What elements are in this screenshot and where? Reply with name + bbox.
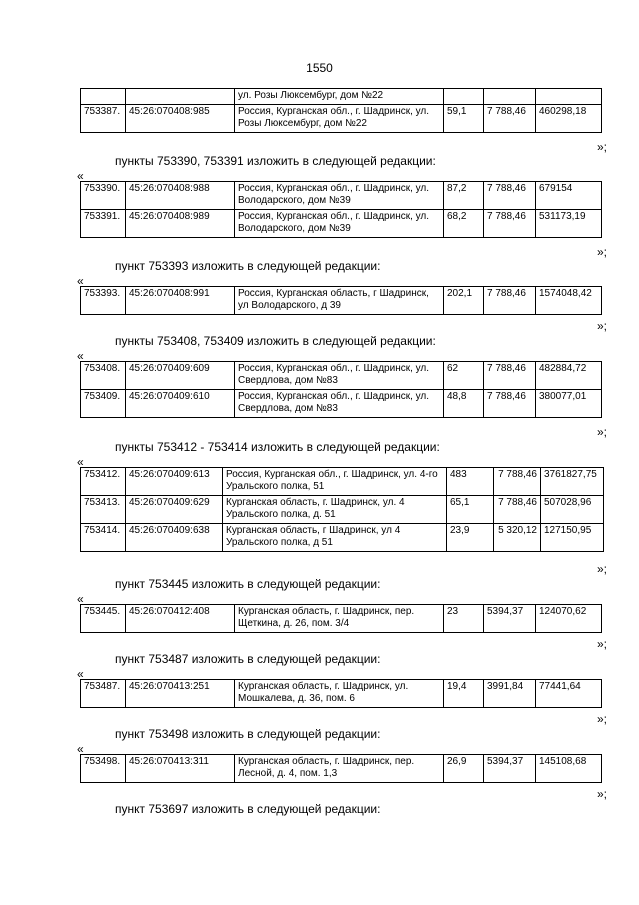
table-cell: Россия, Курганская обл., г. Шадринск, ул. Володарского, дом №39 [235, 182, 444, 210]
opening-quote: « [77, 667, 84, 681]
table-row [81, 755, 602, 783]
table-cell: 5 320,12 [494, 524, 541, 552]
amendment-heading: пункты 753390, 753391 изложить в следующей редакции: [115, 154, 436, 168]
table-cell: 753391. [81, 210, 126, 238]
table-cell: 753412. [81, 468, 126, 496]
table-cell: 7 788,46 [484, 105, 536, 133]
closing-quote: »; [597, 712, 608, 726]
table-cell [126, 89, 235, 105]
opening-quote: « [77, 592, 84, 606]
table-cell: 7 788,46 [484, 210, 536, 238]
table-cell: 23 [444, 605, 484, 633]
table-cell: 45:26:070409:629 [126, 496, 223, 524]
amendment-heading: пункт 753697 изложить в следующей редакции: [115, 802, 381, 816]
table-cell: 482884,72 [536, 362, 602, 390]
table-cell [81, 89, 126, 105]
table-cell: 753409. [81, 390, 126, 418]
table-cell: 3991,84 [484, 680, 536, 708]
table-cell: 380077,01 [536, 390, 602, 418]
table-cell [444, 89, 484, 105]
table-cell: 753408. [81, 362, 126, 390]
table-cell: 7 788,46 [484, 390, 536, 418]
table-cell: Россия, Курганская обл., г. Шадринск, ул. 4-го Уральского полка, 51 [223, 468, 447, 496]
page-number: 1550 [306, 61, 333, 75]
table-row [81, 182, 602, 210]
table-cell: 483 [447, 468, 494, 496]
closing-quote: »; [597, 245, 608, 259]
table-cell: 7 788,46 [484, 182, 536, 210]
table-cell: Курганская область, г. Шадринск, ул. 4 Уральского полка, д. 51 [223, 496, 447, 524]
table-cell [484, 89, 536, 105]
table-cell: Россия, Курганская обл., г. Шадринск, ул. Свердлова, дом №83 [235, 390, 444, 418]
table-cell: 753413. [81, 496, 126, 524]
table-cell: 59,1 [444, 105, 484, 133]
opening-quote: « [77, 742, 84, 756]
closing-quote: »; [597, 637, 608, 651]
table-cell: 531173,19 [536, 210, 602, 238]
table-cell: 45:26:070409:638 [126, 524, 223, 552]
table-cell: 460298,18 [536, 105, 602, 133]
closing-quote: »; [597, 787, 608, 801]
table-cell: 145108,68 [536, 755, 602, 783]
table-row [81, 468, 604, 496]
table-cell: 45:26:070413:311 [126, 755, 235, 783]
closing-quote: »; [597, 562, 608, 576]
table-cell: 45:26:070412:408 [126, 605, 235, 633]
table-cell: 753487. [81, 680, 126, 708]
table-cell: 26,9 [444, 755, 484, 783]
data-table [80, 679, 602, 708]
opening-quote: « [77, 274, 84, 288]
table-cell: 7 788,46 [494, 496, 541, 524]
table-row [81, 496, 604, 524]
table-cell: 753414. [81, 524, 126, 552]
data-table [80, 604, 602, 633]
table-cell: 77441,64 [536, 680, 602, 708]
table-cell: Россия, Курганская обл., г. Шадринск, ул. Свердлова, дом №83 [235, 362, 444, 390]
table-cell: 45:26:070408:985 [126, 105, 235, 133]
table-cell: 753390. [81, 182, 126, 210]
table-row [81, 605, 602, 633]
table-cell: 753445. [81, 605, 126, 633]
amendment-heading: пункты 753408, 753409 изложить в следующей редакции: [115, 334, 436, 348]
table-cell: 45:26:070413:251 [126, 680, 235, 708]
table-cell: 7 788,46 [484, 362, 536, 390]
table-cell: Курганская область, г. Шадринск, пер. Лесной, д. 4, пом. 1,3 [235, 755, 444, 783]
data-table [80, 754, 602, 783]
data-table [80, 467, 604, 552]
table-cell: 23,9 [447, 524, 494, 552]
table-cell: 45:26:070409:613 [126, 468, 223, 496]
data-table [80, 181, 602, 238]
table-cell: 5394,37 [484, 605, 536, 633]
closing-quote: »; [597, 425, 608, 439]
table-cell: 124070,62 [536, 605, 602, 633]
table-cell: 1574048,42 [536, 287, 602, 315]
table-row [81, 89, 602, 105]
table-row [81, 210, 602, 238]
table-row [81, 390, 602, 418]
table-cell: 753393. [81, 287, 126, 315]
table-cell: Россия, Курганская область, г Шадринск, ул Володарского, д 39 [235, 287, 444, 315]
table-cell: 68,2 [444, 210, 484, 238]
table-row [81, 680, 602, 708]
table-cell: 45:26:070408:988 [126, 182, 235, 210]
amendment-heading: пункты 753412 - 753414 изложить в следующей редакции: [115, 440, 440, 454]
amendment-heading: пункт 753445 изложить в следующей редакции: [115, 577, 381, 591]
table-cell: 48,8 [444, 390, 484, 418]
opening-quote: « [77, 455, 84, 469]
table-row [81, 362, 602, 390]
table-cell [536, 89, 602, 105]
table-cell: 7 788,46 [484, 287, 536, 315]
table-cell: 45:26:070409:609 [126, 362, 235, 390]
table-cell: 753498. [81, 755, 126, 783]
table-cell: 19,4 [444, 680, 484, 708]
table-cell: 62 [444, 362, 484, 390]
table-cell: 753387. [81, 105, 126, 133]
table-cell: 3761827,75 [541, 468, 604, 496]
closing-quote: »; [597, 140, 608, 154]
table-cell: Россия, Курганская обл., г. Шадринск, ул. Розы Люксембург, дом №22 [235, 105, 444, 133]
table-cell: 45:26:070408:991 [126, 287, 235, 315]
table-row [81, 524, 604, 552]
data-table-continued [80, 88, 602, 133]
table-row [81, 287, 602, 315]
amendment-heading: пункт 753393 изложить в следующей редакции: [115, 259, 381, 273]
table-cell: 679154 [536, 182, 602, 210]
closing-quote: »; [597, 319, 608, 333]
opening-quote: « [77, 169, 84, 183]
table-cell: Россия, Курганская обл., г. Шадринск, ул. Володарского, дом №39 [235, 210, 444, 238]
table-cell: 7 788,46 [494, 468, 541, 496]
table-cell: 127150,95 [541, 524, 604, 552]
table-cell: Курганская область, г. Шадринск, пер. Щеткина, д. 26, пом. 3/4 [235, 605, 444, 633]
data-table [80, 361, 602, 418]
table-cell: Курганская область, г. Шадринск, ул. Мошкалева, д. 36, пом. 6 [235, 680, 444, 708]
amendment-heading: пункт 753498 изложить в следующей редакции: [115, 727, 381, 741]
table-cell: Курганская область, г Шадринск, ул 4 Уральского полка, д 51 [223, 524, 447, 552]
table-cell: ул. Розы Люксембург, дом №22 [235, 89, 444, 105]
table-cell: 45:26:070409:610 [126, 390, 235, 418]
table-cell: 202,1 [444, 287, 484, 315]
opening-quote: « [77, 349, 84, 363]
table-cell: 65,1 [447, 496, 494, 524]
amendment-heading: пункт 753487 изложить в следующей редакции: [115, 652, 381, 666]
table-cell: 87,2 [444, 182, 484, 210]
data-table [80, 286, 602, 315]
table-cell: 45:26:070408:989 [126, 210, 235, 238]
table-row [81, 105, 602, 133]
table-cell: 507028,96 [541, 496, 604, 524]
table-cell: 5394,37 [484, 755, 536, 783]
